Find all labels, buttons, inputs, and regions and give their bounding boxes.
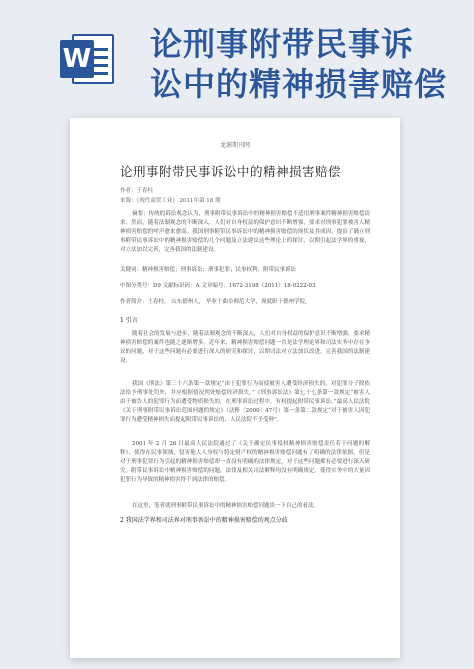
- paragraph-3: 2001 年 2 月 26 日最高人民法院通过了《关于确定民事侵权精神损害赔偿责任若干问题的解释》，使得在民事领域，侵害他人人身权与特定财产权的精神损害赔偿问题有了明确的法律依据。但是对于刑事犯罪行为引起的精神损害赔偿却一直没有明确的法律规定，对于这些问题都有必要进行深入研究。附带民事诉讼中精神损害赔偿的问题，法律及相关司法解释均没有明确规定，使得实务中的大量因犯罪行为导致的精神损害得不到法律的赔偿。: [120, 441, 370, 483]
- hero-title-line2: 讼中的精神损害赔偿: [150, 65, 448, 103]
- author-line: 作者：王春柱: [120, 188, 154, 194]
- journal-header: 龙源期刊网: [219, 142, 250, 149]
- source-line: 来源：《现代商贸工业》 2011年第 18 期: [120, 198, 221, 204]
- section-heading-2: 2 我国法学界和司法界对刑事诉讼中的精神损害赔偿的观点分歧: [120, 517, 288, 524]
- abstract: 摘要：传统的诉讼观念认为，刑事附带民事诉讼中的精神损害赔偿不适用刑事案件精神损害赔偿请求。然而，随着法制观念的不断深入，人们对自身权益的保护意识不断增强，要求对刑事犯罪被害人精神损害赔偿的呼声愈来愈高。我国刑事附带民事诉讼中的精神损害赔偿的现状及其成因，提出了确立刑事附带民事诉讼中的精神损害赔偿的几个问题及立法建议这些理论上的探讨，以期引起法学界的重视，对立法加以完善，完善我国的法制建设。: [120, 211, 370, 253]
- keywords: 关键词：精神损害赔偿；刑事诉讼；刑事犯罪；民事权利；附带民事诉讼: [120, 267, 297, 273]
- paragraph-4: 在这里，笔者就刑事附带民事诉讼中的精神损害赔偿问题谈一下自己的看法。: [132, 503, 320, 509]
- document-title: 论刑事附带民事诉讼中的精神损害赔偿: [120, 164, 342, 179]
- hero-banner: [0, 0, 474, 110]
- hero-title: [150, 24, 470, 104]
- word-document-icon: [60, 30, 116, 88]
- document-page: [70, 118, 400, 658]
- classification: 中图分类号：D9 文献标识码：A 文章编号：1672-3198（2011）18-0222-03: [120, 283, 316, 289]
- word-letter: W: [60, 40, 94, 78]
- section-heading-1: 1 引言: [120, 317, 138, 324]
- author-bio: 作者简介：王春柱， 山东德州人， 毕业于曲阜师范大学，现就职于德州学院。: [120, 299, 311, 305]
- hero-title-line1: 论刑事附带民事诉: [150, 25, 415, 63]
- paragraph-1: 随着社会的发展与进步，随着法制观念的不断深入，人们对自身权益的保护意识不断增强，要求精神损害赔偿的案件也随之逐渐增多。近年来，精神损害赔偿问题一直是法学理论界和司法实务中存在争议的问题，对于这些问题有必要进行深入的研究和探讨，以期司法对立法加以改进，完善我国的法制建设。: [120, 331, 370, 364]
- paragraph-2: 我国《刑法》第三十六条第一款规定“由于犯罪行为而使被害人遭受经济损失的，对犯罪分子除依法给予刑事处罚外，并应根据情况判处赔偿经济损失。”《刑事诉讼法》第七十七条第一款规定“被害人由于被告人的犯罪行为而遭受物质损失的，在刑事诉讼过程中，有权提起附带民事诉讼。”最高人民法院《关于刑事附带民事诉讼范围问题的规定》（法释〔2000〕47号）第一条第二款规定“对于被害人因犯罪行为遭受精神损失而提起附带民事诉讼的，人民法院不予受理”。: [120, 381, 370, 423]
